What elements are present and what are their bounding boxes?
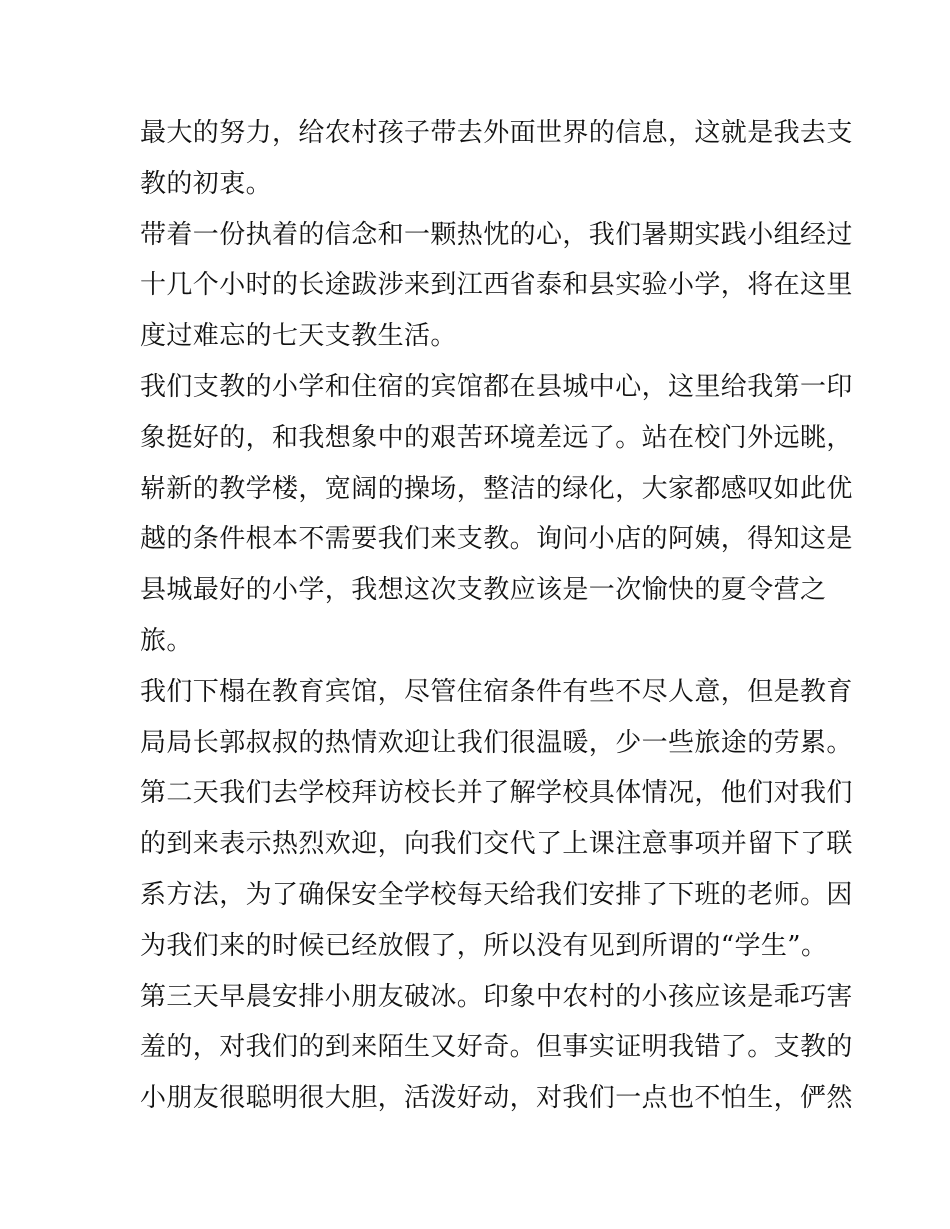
- text-line: 局局长郭叔叔的热情欢迎让我们很温暖，少一些旅途的劳累。: [140, 727, 853, 758]
- text-line: 系方法，为了确保安全学校每天给我们安排了下班的老师。因: [140, 879, 853, 910]
- text-line: 县城最好的小学，我想这次支教应该是一次愉快的夏令营之: [140, 575, 827, 606]
- text-line: 旅。: [140, 625, 193, 656]
- text-line: 象挺好的，和我想象中的艰苦环境差远了。站在校门外远眺，: [140, 422, 853, 453]
- text-line: 为我们来的时候已经放假了，所以没有见到所谓的“学生”。: [140, 930, 828, 961]
- text-line: 小朋友很聪明很大胆，活泼好动，对我们一点也不怕生，俨然: [140, 1083, 853, 1114]
- text-line: 最大的努力，给农村孩子带去外面世界的信息，这就是我去支: [140, 118, 853, 148]
- text-line: 我们下榻在教育宾馆，尽管住宿条件有些不尽人意，但是教育: [140, 676, 853, 707]
- text-line: 越的条件根本不需要我们来支教。询问小店的阿姨，得知这是: [140, 524, 853, 555]
- text-line: 我们支教的小学和住宿的宾馆都在县城中心，这里给我第一印: [140, 371, 853, 402]
- text-line: 的到来表示热烈欢迎，向我们交代了上课注意事项并留下了联: [140, 829, 853, 860]
- text-line: 教的初衷。: [140, 168, 273, 199]
- text-line: 羞的，对我们的到来陌生又好奇。但事实证明我错了。支教的: [140, 1032, 853, 1063]
- text-line: 十几个小时的长途跋涉来到江西省泰和县实验小学，将在这里: [140, 270, 853, 301]
- text-line: 度过难忘的七天支教生活。: [140, 321, 457, 352]
- text-line: 崭新的教学楼，宽阔的操场，整洁的绿化，大家都感叹如此优: [140, 473, 853, 504]
- text-line: 第三天早晨安排小朋友破冰。印象中农村的小孩应该是乖巧害: [140, 981, 853, 1012]
- body-text: [140, 108, 853, 1124]
- text-line: 第二天我们去学校拜访校长并了解学校具体情况，他们对我们: [140, 778, 853, 809]
- text-line: 带着一份执着的信念和一颗热忱的心，我们暑期实践小组经过: [140, 219, 853, 250]
